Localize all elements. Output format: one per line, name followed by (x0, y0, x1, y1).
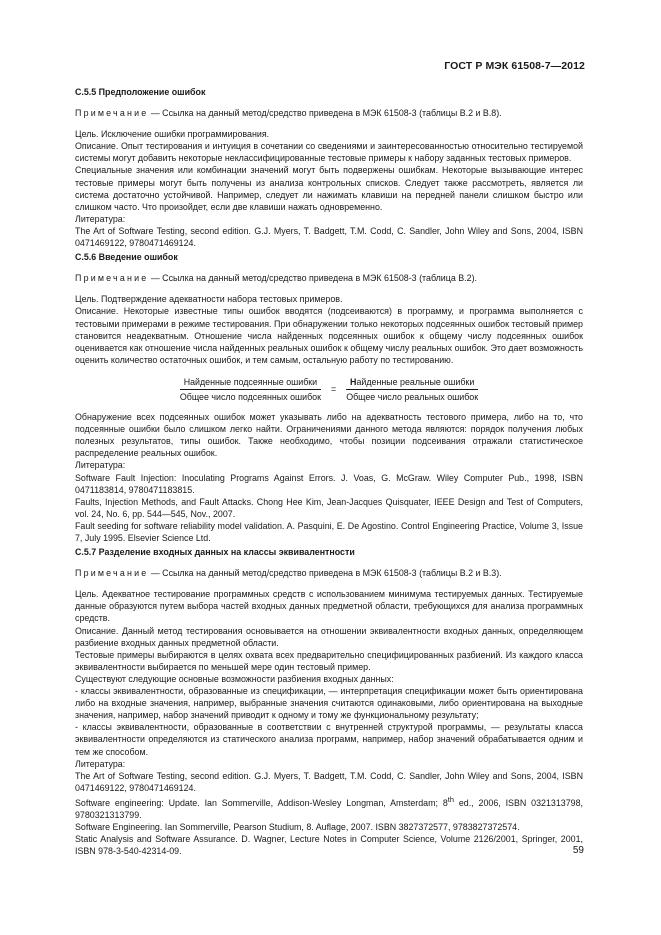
reference-c557-2 (75, 794, 583, 821)
section-heading-c557: C.5.7 Разделение входных данных на классы эквивалентности (75, 547, 355, 558)
fraction-seeded-numerator: Найденные подсеянные ошибки (180, 376, 321, 390)
note-text: — Ссылка на данный метод/средство приведена в МЭК 61508-3 (таблицы B.2 и B.3). (148, 568, 502, 579)
literature-label-c557: Литература: (75, 758, 126, 769)
list-item-1: - классы эквивалентности, образованные из спецификации, — интерпретация спецификации может быть ориентирована либо на входные значения, например, выбранные значения считаются одинаковыми, либо ориентирована на выходные значения, например, набор значений приводит к одному и тому же функциональному результату; (75, 686, 583, 721)
reference-c557-1: The Art of Software Testing, second edition. G.J. Myers, T. Badgett, T.M. Codd, C. Sandler, John Wiley and Sons, 2004, ISBN 0471469122, 9780471469124. (75, 770, 583, 793)
goal-c557: Цель. Адекватное тестирование программных средств с использованием минимума тестируемых данных. Тестируемые данные образуются путем выбора частей входных данных предметной области, требующихся для анализа программных средств. (75, 589, 583, 624)
page-content (75, 84, 583, 857)
description-c555-2: Специальные значения или комбинации значений могут быть подвержены ошибкам. Некоторые вызывающие интерес тестовые примеры могут быть получены из анализа контрольных списков. Следует также рассмотреть, является ли система достаточно устойчивой. Например, следует ли нажимать клавиши на передней панели слишком быстро или слишком часто. Что произойдет, если две клавиши нажать одновременно. (75, 165, 583, 212)
description-c557-2: Тестовые примеры выбираются в целях охвата всех предварительно специфицированных разбиений. Из каждого класса эквивалентности выбирается по меньшей мере один тестовый пример. (75, 649, 583, 672)
description-c556-1: Описание. Некоторые известные типы ошибок вводятся (подсеиваются) в программу, и программа выполняется с тестовыми примерами в режиме тестирования. При обнаружении только некоторых подсеянных ошибок тестовый пример становится неадекватным. Отношение числа найденных подсеянных ошибок к общему числу подсеянных ошибок оценивается как отношение числа найденных реальных ошибок к общему числу реальных ошибок. Это дает возможность оценить количество остаточных ошибок, и тем самым, остальную работу по тестированию. (75, 306, 583, 365)
formula (75, 376, 583, 403)
fraction-seeded (176, 376, 325, 403)
fraction-seeded-denominator: Общее число подсеянных ошибок (179, 391, 321, 402)
note-label: Примечание (75, 568, 149, 579)
description-c557-3: Существуют следующие основные возможности разбиения входных данных: (75, 673, 394, 684)
note-text: — Ссылка на данный метод/средство приведена в МЭК 61508-3 (таблица B.2). (148, 273, 477, 284)
description-c557-1: Описание. Данный метод тестирования основывается на отношении эквивалентности входных данных, определяющем разбиение входных данных предметной области. (75, 625, 583, 648)
reference-c556-3: Fault seeding for software reliability model validation. A. Pasquini, E. De Agostino. Control Engineering Practice, Volume 3, Issue 7, July 1995. Elsevier Science Ltd. (75, 520, 583, 543)
goal-c556: Цель. Подтверждение адекватности набора тестовых примеров. (75, 294, 343, 305)
list-item-2: - классы эквивалентности, образованные в соответствии с внутренней структурой программы, — результаты класса эквивалентности определяются из статического анализа программ, например, набор значений обрабатывается одним и тем же способом. (75, 722, 583, 757)
reference-part-b: ed., 2006, ISBN 0321313798, 9780321313799. (75, 797, 583, 820)
equals-sign: = (331, 384, 337, 395)
section-heading-c555: C.5.5 Предположение ошибок (75, 87, 206, 97)
note-label: Примечание (75, 273, 149, 284)
fraction-real-numerator (346, 376, 478, 390)
reference-c555-1: The Art of Software Testing, second edition. G.J. Myers, T. Badgett, T.M. Codd, C. Sandler, John Wiley and Sons, 2004, ISBN 0471469122, 9780471469124. (75, 225, 583, 249)
note-c556 (75, 272, 583, 284)
reference-c557-3: Software Engineering. Ian Sommerville, Pearson Studium, 8. Auflage, 2007. ISBN 3827372577, 9783827372574. (75, 822, 520, 833)
superscript-th: th (447, 794, 454, 804)
note-text: — Ссылка на данный метод/средство приведена в МЭК 61508-3 (таблицы B.2 и B.8). (148, 108, 502, 119)
literature-label-c555: Литература: (75, 213, 126, 224)
document-header: ГОСТ Р МЭК 61508-7—2012 (444, 60, 585, 72)
reference-part-a: Software engineering: Update. Ian Sommerville, Addison-Wesley Longman, Amsterdam; 8 (75, 797, 448, 808)
note-c555 (75, 107, 583, 119)
fraction-real-denominator: Общее число реальных ошибок (346, 391, 479, 402)
literature-label-c556: Литература: (75, 460, 126, 471)
reference-c556-2: Faults, Injection Methods, and Fault Attacks. Chong Hee Kim, Jean-Jacques Quisquater, IEEE Design and Test of Computers, vol. 24, No. 6, pp. 544—545, Nov., 2007. (75, 496, 583, 519)
numerator-initial: Н (350, 376, 357, 387)
section-heading-c556: C.5.6 Введение ошибок (75, 252, 178, 263)
description-c556-2: Обнаружение всех подсеянных ошибок может указывать либо на адекватность тестового примера, либо на то, что подсеянные ошибки было слишком легко найти. Ограничениями данного метода являются: порядок получения любых полезных результатов, типы ошибок. Также необходимо, чтобы позиции подсеивания отражали статистическое распределение реальных ошибок. (75, 412, 583, 459)
note-c557 (75, 567, 583, 579)
reference-c556-1: Software Fault Injection: Inoculating Programs Against Errors. J. Voas, G. McGraw. Wiley Computer Pub., 1998, ISBN 0471183814, 9780471183815. (75, 472, 583, 495)
numerator-rest: айденные реальные ошибки (356, 376, 475, 387)
description-c555-1: Описание. Опыт тестирования и интуиция в сочетании со сведениями и заинтересованностью относительно тестируемой системы могут добавить некоторые неклассифицированные тестовые примеры к набору заданных тестовых примеров. (75, 141, 583, 164)
reference-c557-4: Static Analysis and Software Assurance. D. Wagner, Lecture Notes in Computer Science, Volume 2126/2001, Springer, 2001, ISBN 978-3-540-42314-09. (75, 834, 583, 857)
fraction-real (342, 376, 482, 403)
goal-c555: Цель. Исключение ошибки программирования. (75, 129, 270, 140)
note-label: Примечание (75, 108, 149, 119)
page-number: 59 (572, 845, 584, 856)
